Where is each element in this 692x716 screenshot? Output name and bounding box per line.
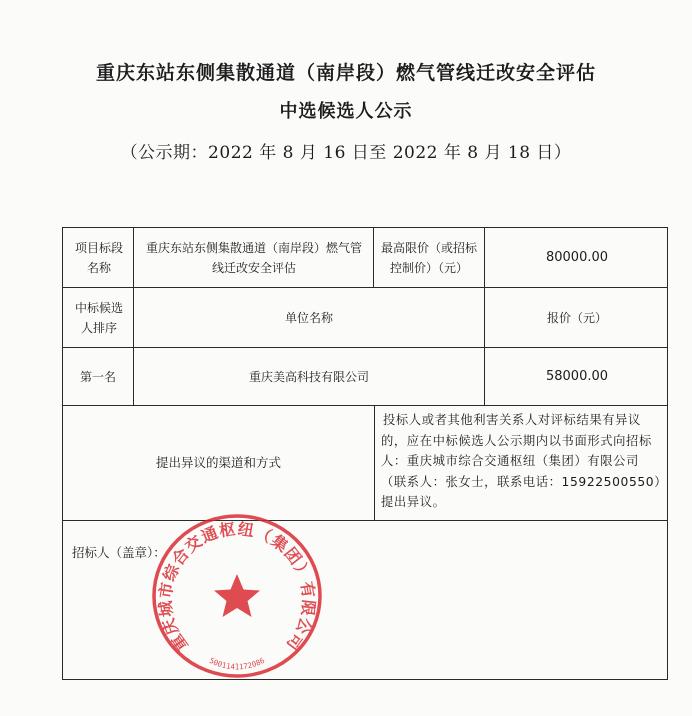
seal-code: 5001141172086 (207, 655, 267, 672)
objection-label: 提出异议的渠道和方式 (155, 455, 281, 470)
seal-text: 重庆城市综合交通枢纽（集团）有限公司 (155, 519, 319, 655)
project-label: 项目标段名称 (74, 240, 123, 275)
svg-text:5001141172086 (208, 656, 267, 672)
price-value: 58000.00 (545, 368, 609, 384)
document-title: 重庆东站东侧集散通道（南岸段）燃气管线迁改安全评估 (95, 62, 596, 84)
company-header: 单位名称 (284, 310, 333, 325)
max-price-label: 最高限价（或招标控制价）（元） (381, 240, 478, 275)
document-subtitle: 中选候选人公示 (279, 101, 413, 122)
column-divider (374, 405, 375, 521)
project-name: 重庆东站东侧集散通道（南岸段）燃气管线迁改安全评估 (145, 240, 362, 275)
column-divider (373, 228, 374, 288)
tenderer-stamp-label: 招标人（盖章）： (72, 545, 166, 560)
rank-header: 中标候选人排序 (74, 300, 123, 335)
price-header: 报价（元） (546, 310, 607, 325)
max-price-value: 80000.00 (545, 249, 609, 265)
objection-text: 投标人或者其他利害关系人对评标结果有异议的，应在中标候选人公示期内以书面形式向招标人：重庆城市综合交通枢纽（集团）有限公司（联系人：张女士，联系电话：15922500550）提出异议。 (381, 413, 661, 509)
star-icon (214, 574, 260, 617)
publicity-period: （公示期：2022 年 8 月 16 日至 2022 年 8 月 18 日） (120, 143, 572, 163)
rank-value: 第一名 (79, 369, 116, 384)
company-seal (148, 512, 326, 682)
company-value: 重庆美高科技有限公司 (248, 369, 369, 384)
